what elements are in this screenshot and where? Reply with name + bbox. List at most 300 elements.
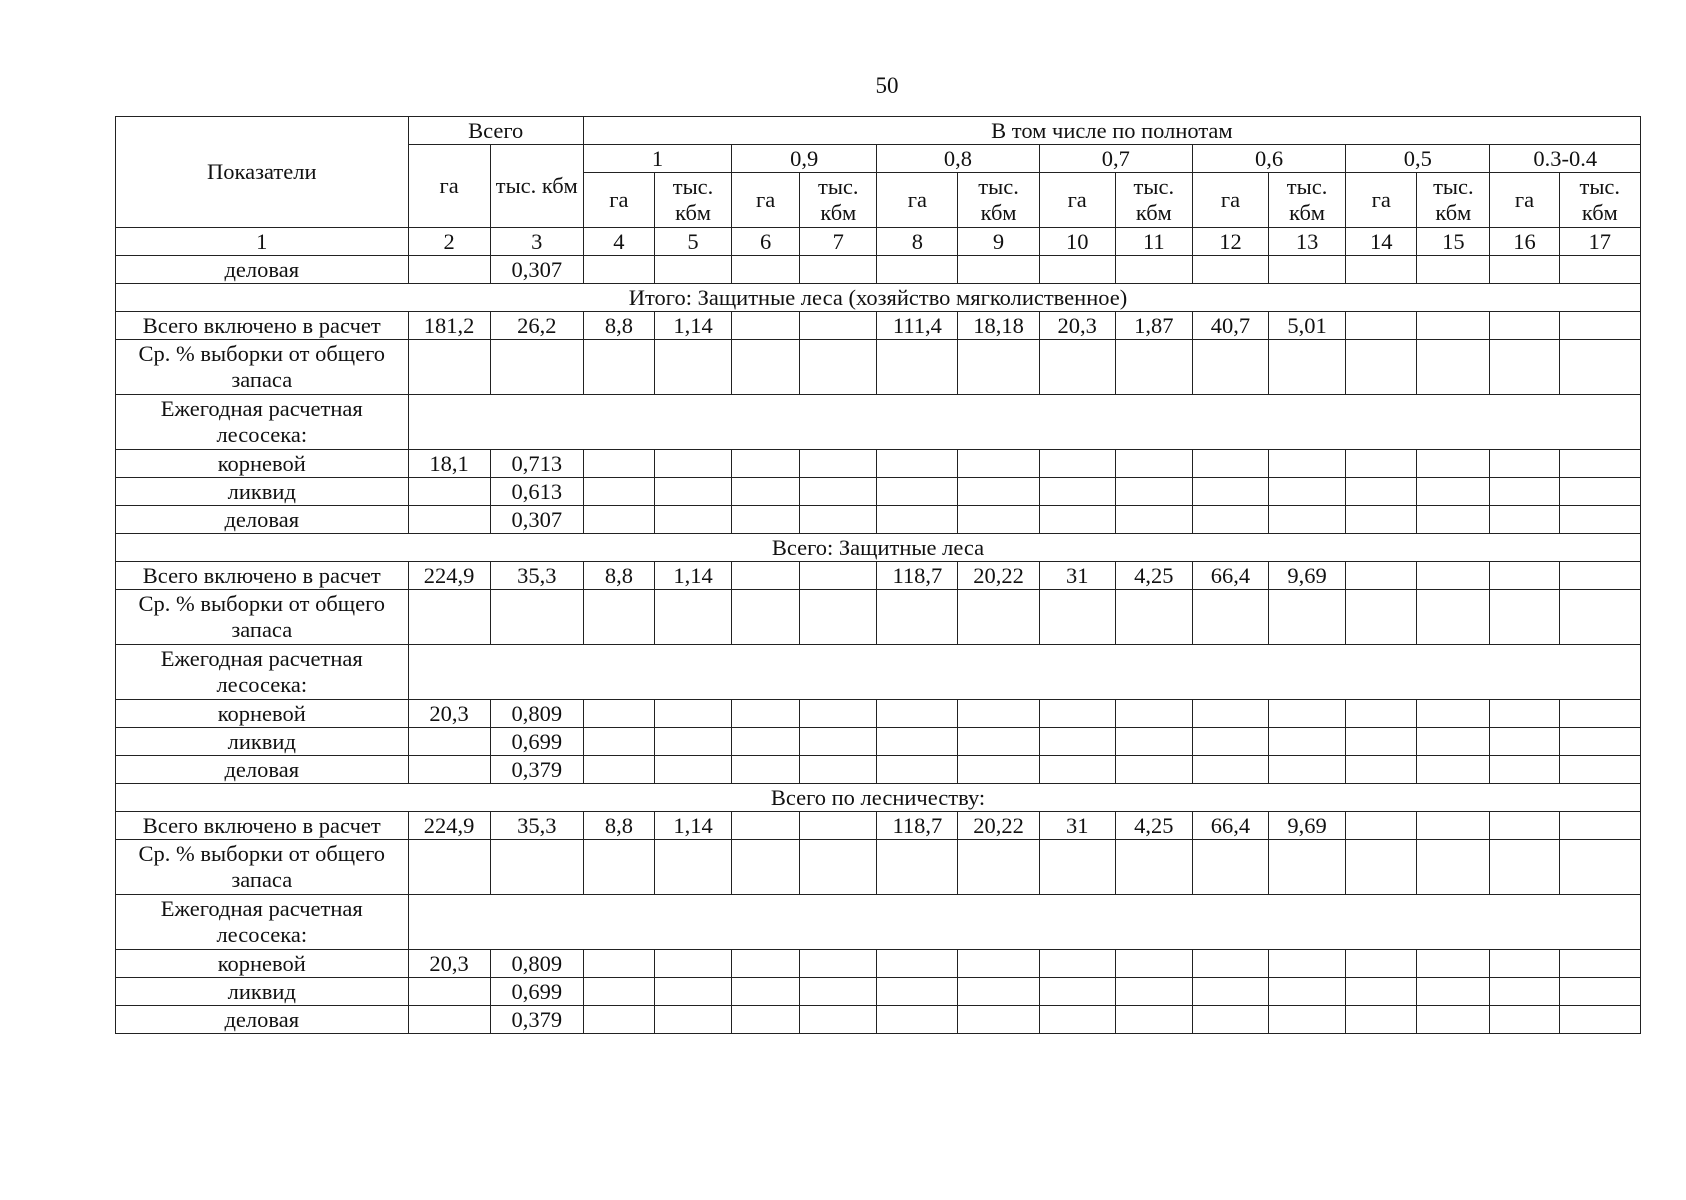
table-cell bbox=[732, 590, 800, 645]
table-cell bbox=[877, 950, 958, 978]
table-cell: 1,14 bbox=[654, 812, 731, 840]
table-cell bbox=[877, 728, 958, 756]
table-cell bbox=[732, 756, 800, 784]
table-cell bbox=[1269, 978, 1346, 1006]
table-cell: 111,4 bbox=[877, 312, 958, 340]
table-cell bbox=[1559, 728, 1640, 756]
table-cell bbox=[800, 728, 877, 756]
table-cell: 35,3 bbox=[490, 812, 583, 840]
table-cell bbox=[1417, 256, 1490, 284]
section-title: Итого: Защитные леса (хозяйство мягколиственное) bbox=[116, 284, 1641, 312]
table-cell bbox=[654, 590, 731, 645]
table-cell bbox=[732, 256, 800, 284]
table-cell bbox=[1115, 840, 1192, 895]
table-cell bbox=[877, 756, 958, 784]
table-cell bbox=[1346, 506, 1417, 534]
table-cell bbox=[732, 950, 800, 978]
table-cell bbox=[877, 478, 958, 506]
table-cell bbox=[877, 840, 958, 895]
table-cell bbox=[1346, 562, 1417, 590]
row-label: корневой bbox=[116, 950, 409, 978]
table-cell bbox=[1346, 590, 1417, 645]
table-cell bbox=[408, 256, 490, 284]
table-cell: 0,379 bbox=[490, 1006, 583, 1034]
row-label: деловая bbox=[116, 756, 409, 784]
table-cell bbox=[1269, 840, 1346, 895]
table-cell: 20,3 bbox=[408, 950, 490, 978]
table-cell bbox=[1490, 840, 1559, 895]
table-cell bbox=[583, 256, 654, 284]
table-cell bbox=[1417, 978, 1490, 1006]
row-label: корневой bbox=[116, 700, 409, 728]
table-cell bbox=[1192, 590, 1268, 645]
header-cbm: тыс. кбм bbox=[958, 173, 1039, 228]
table-cell bbox=[654, 978, 731, 1006]
table-cell bbox=[1346, 812, 1417, 840]
table-cell bbox=[1269, 950, 1346, 978]
table-cell: 35,3 bbox=[490, 562, 583, 590]
table-cell: 31 bbox=[1039, 562, 1115, 590]
column-number: 15 bbox=[1417, 228, 1490, 256]
table-cell bbox=[732, 478, 800, 506]
table-cell bbox=[1346, 256, 1417, 284]
table-cell bbox=[1115, 1006, 1192, 1034]
header-ha: га bbox=[1192, 173, 1268, 228]
column-number: 1 bbox=[116, 228, 409, 256]
table-cell bbox=[408, 756, 490, 784]
table-cell bbox=[1269, 700, 1346, 728]
table-cell bbox=[408, 978, 490, 1006]
table-cell bbox=[1039, 840, 1115, 895]
table-cell bbox=[1192, 256, 1268, 284]
table-cell bbox=[1039, 450, 1115, 478]
table-cell bbox=[1269, 506, 1346, 534]
table-cell bbox=[490, 590, 583, 645]
table-row bbox=[116, 978, 1641, 1006]
table-cell bbox=[877, 450, 958, 478]
table-cell bbox=[1269, 1006, 1346, 1034]
table-body bbox=[116, 256, 1641, 1034]
row-label: ликвид bbox=[116, 978, 409, 1006]
table-cell bbox=[1346, 728, 1417, 756]
table-cell bbox=[1115, 950, 1192, 978]
table-cell bbox=[654, 950, 731, 978]
column-number: 8 bbox=[877, 228, 958, 256]
table-cell bbox=[583, 478, 654, 506]
table-cell: 0,809 bbox=[490, 950, 583, 978]
table-cell bbox=[1559, 478, 1640, 506]
table-cell bbox=[800, 1006, 877, 1034]
table-cell bbox=[1490, 256, 1559, 284]
table-cell bbox=[800, 950, 877, 978]
table-row bbox=[116, 450, 1641, 478]
table-cell bbox=[583, 506, 654, 534]
table-cell bbox=[1192, 840, 1268, 895]
table-cell: 20,3 bbox=[408, 700, 490, 728]
table-cell bbox=[732, 812, 800, 840]
table-cell bbox=[732, 562, 800, 590]
table-cell bbox=[408, 340, 490, 395]
table-cell bbox=[1490, 978, 1559, 1006]
row-label: корневой bbox=[116, 450, 409, 478]
table-cell bbox=[1559, 700, 1640, 728]
header-cbm: тыс. кбм bbox=[1417, 173, 1490, 228]
table-cell bbox=[1039, 700, 1115, 728]
table-cell bbox=[654, 256, 731, 284]
table-cell bbox=[1490, 812, 1559, 840]
table-cell bbox=[958, 1006, 1039, 1034]
subhead-row bbox=[116, 395, 1641, 450]
table-cell bbox=[877, 700, 958, 728]
table-cell bbox=[583, 756, 654, 784]
column-number: 17 bbox=[1559, 228, 1640, 256]
table-cell bbox=[958, 590, 1039, 645]
table-cell bbox=[958, 840, 1039, 895]
table-cell bbox=[490, 840, 583, 895]
row-label: деловая bbox=[116, 256, 409, 284]
table-cell bbox=[1559, 562, 1640, 590]
table-cell bbox=[1269, 450, 1346, 478]
table-cell bbox=[583, 700, 654, 728]
table-cell bbox=[1039, 506, 1115, 534]
table-cell bbox=[1490, 700, 1559, 728]
table-row bbox=[116, 312, 1641, 340]
table-cell bbox=[1559, 950, 1640, 978]
table-cell bbox=[1115, 256, 1192, 284]
table-cell bbox=[800, 478, 877, 506]
table-cell bbox=[1346, 340, 1417, 395]
table-cell bbox=[800, 812, 877, 840]
table-cell bbox=[958, 950, 1039, 978]
table-cell bbox=[1115, 506, 1192, 534]
table-cell bbox=[1559, 256, 1640, 284]
column-number: 14 bbox=[1346, 228, 1417, 256]
column-number: 12 bbox=[1192, 228, 1268, 256]
header-total-ha: га bbox=[408, 145, 490, 228]
table-cell: 20,3 bbox=[1039, 312, 1115, 340]
table-cell bbox=[1417, 506, 1490, 534]
header-ha: га bbox=[877, 173, 958, 228]
table-cell bbox=[654, 1006, 731, 1034]
column-number-row bbox=[116, 228, 1641, 256]
table-cell: 224,9 bbox=[408, 812, 490, 840]
table-cell bbox=[800, 506, 877, 534]
table-cell bbox=[800, 978, 877, 1006]
table-cell bbox=[1346, 840, 1417, 895]
table-cell: 0,307 bbox=[490, 256, 583, 284]
table-cell bbox=[1346, 1006, 1417, 1034]
table-cell bbox=[408, 728, 490, 756]
table-cell bbox=[1490, 950, 1559, 978]
table-cell bbox=[1115, 756, 1192, 784]
header-ha: га bbox=[1039, 173, 1115, 228]
section-row bbox=[116, 784, 1641, 812]
table-cell: 8,8 bbox=[583, 562, 654, 590]
table-cell bbox=[1559, 978, 1640, 1006]
header-ha: га bbox=[732, 173, 800, 228]
table-cell bbox=[877, 978, 958, 1006]
table-cell bbox=[1269, 478, 1346, 506]
table-cell bbox=[1115, 478, 1192, 506]
table-cell: 181,2 bbox=[408, 312, 490, 340]
table-cell bbox=[1417, 700, 1490, 728]
table-cell: 0,613 bbox=[490, 478, 583, 506]
column-number: 11 bbox=[1115, 228, 1192, 256]
table-cell: 0,699 bbox=[490, 728, 583, 756]
table-cell bbox=[877, 1006, 958, 1034]
table-cell: 0,307 bbox=[490, 506, 583, 534]
table-cell bbox=[1346, 950, 1417, 978]
table-cell bbox=[408, 840, 490, 895]
table-cell bbox=[1269, 256, 1346, 284]
table-cell bbox=[583, 590, 654, 645]
table-cell bbox=[654, 840, 731, 895]
table-cell: 9,69 bbox=[1269, 562, 1346, 590]
table-cell bbox=[958, 256, 1039, 284]
table-cell bbox=[408, 1006, 490, 1034]
table-cell bbox=[1490, 728, 1559, 756]
table-row bbox=[116, 728, 1641, 756]
table-cell bbox=[1346, 478, 1417, 506]
table-cell: 66,4 bbox=[1192, 812, 1268, 840]
table-cell bbox=[1039, 756, 1115, 784]
table-row bbox=[116, 590, 1641, 645]
page-number: 50 bbox=[875, 73, 899, 98]
header-density: 0,5 bbox=[1346, 145, 1490, 173]
table-cell bbox=[1115, 340, 1192, 395]
table-cell bbox=[1192, 756, 1268, 784]
header-density: 0.3-0.4 bbox=[1490, 145, 1641, 173]
table-cell bbox=[1039, 256, 1115, 284]
header-row-1 bbox=[116, 117, 1641, 145]
subhead-row bbox=[116, 645, 1641, 700]
row-label: деловая bbox=[116, 506, 409, 534]
row-label: Ежегодная расчетная лесосека: bbox=[116, 645, 409, 700]
table-cell bbox=[800, 840, 877, 895]
table-cell bbox=[1346, 756, 1417, 784]
table-cell bbox=[1269, 340, 1346, 395]
table-cell bbox=[1192, 978, 1268, 1006]
table-cell bbox=[1346, 450, 1417, 478]
table-cell bbox=[1559, 812, 1640, 840]
table-cell bbox=[1559, 1006, 1640, 1034]
table-cell bbox=[732, 450, 800, 478]
header-density: 0,7 bbox=[1039, 145, 1192, 173]
table-cell bbox=[1039, 728, 1115, 756]
table-cell bbox=[583, 450, 654, 478]
table-cell bbox=[1192, 1006, 1268, 1034]
table-cell bbox=[1417, 340, 1490, 395]
table-cell bbox=[1039, 1006, 1115, 1034]
table-cell bbox=[583, 840, 654, 895]
column-number: 13 bbox=[1269, 228, 1346, 256]
table-cell bbox=[1559, 590, 1640, 645]
table-cell bbox=[1192, 450, 1268, 478]
table-cell bbox=[958, 728, 1039, 756]
column-number: 6 bbox=[732, 228, 800, 256]
table-cell bbox=[654, 728, 731, 756]
table-cell bbox=[1192, 728, 1268, 756]
table-cell bbox=[1559, 312, 1640, 340]
table-cell: 20,22 bbox=[958, 562, 1039, 590]
table-row bbox=[116, 950, 1641, 978]
table-cell bbox=[877, 256, 958, 284]
table-cell bbox=[1490, 312, 1559, 340]
table-cell bbox=[1490, 450, 1559, 478]
blank-cell bbox=[408, 895, 1640, 950]
table-cell: 8,8 bbox=[583, 312, 654, 340]
table-cell bbox=[877, 340, 958, 395]
table-cell: 118,7 bbox=[877, 562, 958, 590]
table-cell bbox=[958, 700, 1039, 728]
column-number: 4 bbox=[583, 228, 654, 256]
column-number: 9 bbox=[958, 228, 1039, 256]
table-cell: 1,14 bbox=[654, 312, 731, 340]
row-label: ликвид bbox=[116, 478, 409, 506]
table-cell bbox=[1490, 340, 1559, 395]
table-cell bbox=[800, 450, 877, 478]
row-label: ликвид bbox=[116, 728, 409, 756]
header-density: 0,8 bbox=[877, 145, 1039, 173]
subhead-row bbox=[116, 895, 1641, 950]
table-cell bbox=[1490, 1006, 1559, 1034]
table-cell bbox=[1559, 756, 1640, 784]
table-cell: 0,809 bbox=[490, 700, 583, 728]
row-label: Ежегодная расчетная лесосека: bbox=[116, 895, 409, 950]
table-cell: 4,25 bbox=[1115, 562, 1192, 590]
table-cell bbox=[654, 700, 731, 728]
header-cbm: тыс. кбм bbox=[1115, 173, 1192, 228]
table-cell bbox=[1490, 562, 1559, 590]
table-cell: 20,22 bbox=[958, 812, 1039, 840]
table-row bbox=[116, 256, 1641, 284]
table-row bbox=[116, 1006, 1641, 1034]
table-cell bbox=[1490, 756, 1559, 784]
column-number: 2 bbox=[408, 228, 490, 256]
table-cell bbox=[958, 340, 1039, 395]
table-cell bbox=[958, 506, 1039, 534]
table-cell bbox=[958, 978, 1039, 1006]
table-cell bbox=[1417, 812, 1490, 840]
table-cell bbox=[654, 478, 731, 506]
table-cell bbox=[1039, 590, 1115, 645]
table-cell bbox=[800, 562, 877, 590]
table-cell bbox=[1269, 756, 1346, 784]
section-title: Всего: Защитные леса bbox=[116, 534, 1641, 562]
table-cell bbox=[654, 756, 731, 784]
table-row bbox=[116, 506, 1641, 534]
header-cbm: тыс. кбм bbox=[654, 173, 731, 228]
column-number: 3 bbox=[490, 228, 583, 256]
table-cell bbox=[958, 450, 1039, 478]
table-cell bbox=[1115, 450, 1192, 478]
table-cell bbox=[1417, 450, 1490, 478]
header-including: В том числе по полнотам bbox=[583, 117, 1640, 145]
table-cell bbox=[1417, 478, 1490, 506]
table-cell bbox=[1417, 312, 1490, 340]
table-cell bbox=[583, 728, 654, 756]
table-cell bbox=[958, 756, 1039, 784]
table-cell bbox=[800, 256, 877, 284]
table-cell bbox=[583, 340, 654, 395]
column-number: 10 bbox=[1039, 228, 1115, 256]
table-cell bbox=[958, 478, 1039, 506]
row-label: Всего включено в расчет bbox=[116, 562, 409, 590]
table-cell bbox=[408, 590, 490, 645]
blank-cell bbox=[408, 395, 1640, 450]
table-cell bbox=[800, 700, 877, 728]
row-label: Ср. % выборки от общего запаса bbox=[116, 340, 409, 395]
table-cell: 5,01 bbox=[1269, 312, 1346, 340]
table-cell bbox=[877, 506, 958, 534]
section-title: Всего по лесничеству: bbox=[116, 784, 1641, 812]
header-indicators: Показатели bbox=[116, 117, 409, 228]
table-cell bbox=[1417, 590, 1490, 645]
header-total-cbm: тыс. кбм bbox=[490, 145, 583, 228]
table-cell: 66,4 bbox=[1192, 562, 1268, 590]
table-cell bbox=[1192, 700, 1268, 728]
table-cell bbox=[1192, 478, 1268, 506]
table-cell bbox=[1115, 590, 1192, 645]
table-cell: 1,87 bbox=[1115, 312, 1192, 340]
row-label: Ежегодная расчетная лесосека: bbox=[116, 395, 409, 450]
table-cell: 18,1 bbox=[408, 450, 490, 478]
section-row bbox=[116, 284, 1641, 312]
header-density: 1 bbox=[583, 145, 731, 173]
table-row bbox=[116, 756, 1641, 784]
blank-cell bbox=[408, 645, 1640, 700]
table-cell bbox=[1346, 312, 1417, 340]
section-row bbox=[116, 534, 1641, 562]
table-cell bbox=[1269, 728, 1346, 756]
table-cell bbox=[583, 1006, 654, 1034]
table-cell bbox=[732, 340, 800, 395]
table-cell bbox=[1417, 756, 1490, 784]
table-cell: 40,7 bbox=[1192, 312, 1268, 340]
table-cell: 118,7 bbox=[877, 812, 958, 840]
table-cell bbox=[1417, 728, 1490, 756]
header-cbm: тыс. кбм bbox=[1559, 173, 1640, 228]
header-cbm: тыс. кбм bbox=[1269, 173, 1346, 228]
table-row bbox=[116, 340, 1641, 395]
report-table bbox=[115, 116, 1641, 1034]
table-cell: 31 bbox=[1039, 812, 1115, 840]
header-ha: га bbox=[1346, 173, 1417, 228]
row-label: деловая bbox=[116, 1006, 409, 1034]
row-label: Ср. % выборки от общего запаса bbox=[116, 590, 409, 645]
table-cell bbox=[1039, 950, 1115, 978]
table-cell: 0,699 bbox=[490, 978, 583, 1006]
column-number: 16 bbox=[1490, 228, 1559, 256]
table-cell bbox=[408, 506, 490, 534]
table-cell: 8,8 bbox=[583, 812, 654, 840]
table-cell bbox=[583, 950, 654, 978]
table-cell bbox=[732, 840, 800, 895]
table-cell bbox=[1490, 478, 1559, 506]
table-cell: 1,14 bbox=[654, 562, 731, 590]
row-label: Всего включено в расчет bbox=[116, 312, 409, 340]
table-cell bbox=[1490, 590, 1559, 645]
table-cell: 9,69 bbox=[1269, 812, 1346, 840]
table-cell bbox=[1490, 506, 1559, 534]
header-density: 0,9 bbox=[732, 145, 877, 173]
table-cell bbox=[1559, 340, 1640, 395]
table-cell bbox=[654, 340, 731, 395]
table-cell bbox=[800, 756, 877, 784]
table-cell: 0,379 bbox=[490, 756, 583, 784]
header-total: Всего bbox=[408, 117, 583, 145]
table-cell bbox=[1192, 506, 1268, 534]
